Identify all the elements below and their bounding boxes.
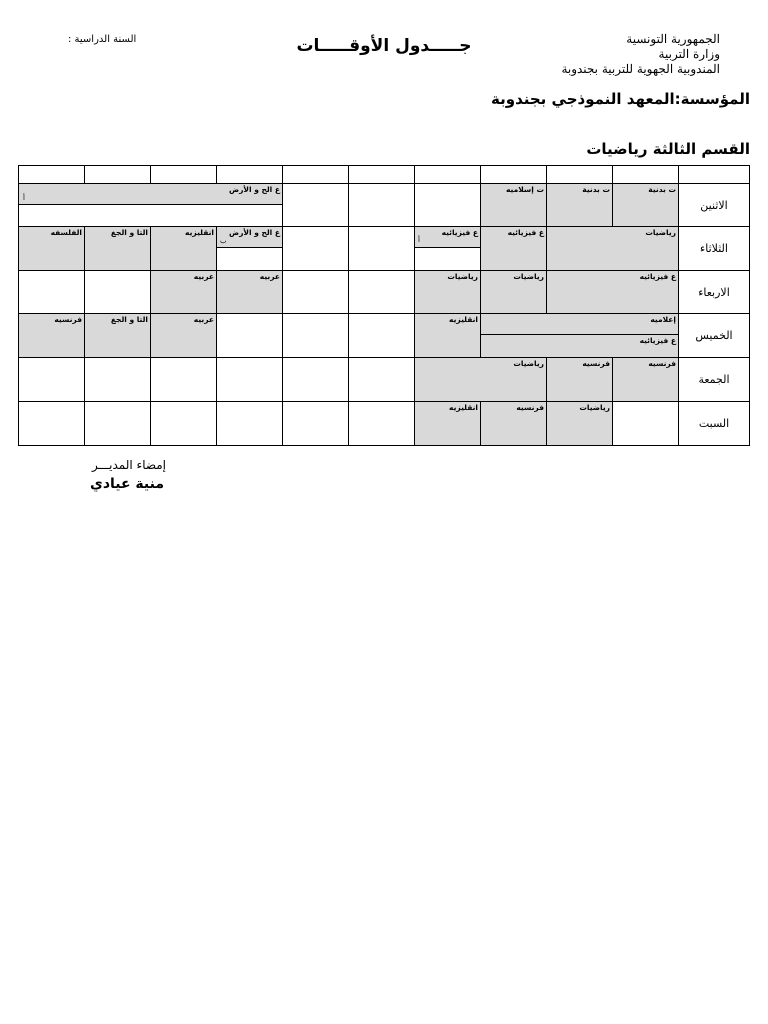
lesson-label: انقليزيه	[449, 315, 478, 324]
empty-cell	[18, 204, 283, 227]
lesson-cell	[150, 226, 217, 271]
lesson-label: الفلسفه	[50, 228, 82, 237]
lesson-label: انقليزيه	[185, 228, 214, 237]
empty-cell	[84, 270, 151, 314]
institution-name: المؤسسة:المعهد النموذجي بجندوبة	[491, 90, 750, 108]
lesson-label: رياضيات	[513, 359, 544, 368]
lesson-label: رياضيات	[513, 272, 544, 281]
lesson-cell	[612, 357, 679, 402]
header-cell	[216, 165, 283, 184]
lesson-cell	[546, 357, 613, 402]
lesson-cell	[546, 270, 679, 314]
day-cell	[678, 226, 750, 271]
lesson-cell	[84, 313, 151, 358]
day-cell	[678, 183, 750, 227]
lesson-cell	[18, 313, 85, 358]
lesson-label: ع فيزيائيه	[441, 228, 478, 237]
ministry-label: وزارة التربية	[658, 47, 720, 61]
empty-cell	[348, 183, 415, 227]
lesson-cell	[480, 401, 547, 446]
day-label: السبت	[698, 417, 730, 430]
lesson-label: ع فيزيائيه	[639, 336, 676, 345]
lesson-label: فرنسيه	[648, 359, 676, 368]
empty-cell	[348, 313, 415, 358]
lesson-cell	[150, 270, 217, 314]
empty-cell	[282, 313, 349, 358]
header-cell	[546, 165, 613, 184]
day-cell	[678, 401, 750, 446]
lesson-label: عربيه	[193, 315, 214, 324]
lesson-cell	[414, 357, 547, 402]
lesson-cell	[414, 226, 481, 248]
header-cell	[612, 165, 679, 184]
empty-cell	[216, 401, 283, 446]
empty-cell	[150, 357, 217, 402]
lesson-label: إعلاميه	[650, 315, 676, 324]
header-cell	[18, 165, 85, 184]
empty-cell	[282, 270, 349, 314]
lesson-label: رياضيات	[645, 228, 676, 237]
lesson-cell	[84, 226, 151, 271]
lesson-label: ت بدنية	[648, 185, 676, 194]
empty-cell	[612, 401, 679, 446]
day-cell	[678, 313, 750, 358]
page-title: جـــــدول الأوقـــــات	[296, 36, 472, 56]
lesson-cell	[18, 183, 283, 205]
lesson-label: رياضيات	[447, 272, 478, 281]
lesson-cell	[216, 226, 283, 248]
lesson-label: التا و الجغ	[110, 228, 148, 237]
lesson-label: ع الح و الأرض	[229, 185, 280, 194]
lesson-label: عربيه	[259, 272, 280, 281]
header-cell	[414, 165, 481, 184]
empty-cell	[18, 357, 85, 402]
lesson-cell	[216, 270, 283, 314]
empty-cell	[348, 357, 415, 402]
day-label: الثلاثاء	[700, 242, 728, 255]
empty-cell	[282, 357, 349, 402]
empty-cell	[216, 247, 283, 271]
directorate-label: المندوبية الجهوية للتربية بجندوبة	[561, 62, 720, 76]
signature-label: إمضاء المديـــر	[92, 458, 167, 472]
header-cell	[282, 165, 349, 184]
republic-label: الجمهورية التونسية	[626, 32, 720, 46]
lesson-label: انقليزيه	[449, 403, 478, 412]
lesson-label: ع الح و الأرض	[229, 228, 280, 237]
lesson-cell	[18, 226, 85, 271]
empty-cell	[348, 270, 415, 314]
lesson-cell	[480, 183, 547, 227]
group-mark: أ	[23, 194, 25, 202]
header-cell	[150, 165, 217, 184]
day-label: الاربعاء	[698, 286, 730, 299]
lesson-cell	[480, 270, 547, 314]
day-label: الجمعة	[698, 373, 730, 386]
lesson-cell	[480, 334, 679, 358]
empty-cell	[150, 401, 217, 446]
empty-cell	[282, 226, 349, 271]
lesson-cell	[150, 313, 217, 358]
lesson-label: رياضيات	[579, 403, 610, 412]
lesson-cell	[414, 313, 481, 358]
header-cell	[480, 165, 547, 184]
day-cell	[678, 357, 750, 402]
timetable	[18, 165, 750, 446]
group-mark: ب	[220, 237, 227, 245]
empty-cell	[348, 401, 415, 446]
lesson-cell	[480, 313, 679, 335]
empty-cell	[216, 313, 283, 358]
empty-cell	[18, 401, 85, 446]
lesson-label: التا و الجغ	[110, 315, 148, 324]
lesson-cell	[414, 270, 481, 314]
lesson-label: ت إسلاميه	[505, 185, 544, 194]
lesson-cell	[612, 183, 679, 227]
empty-cell	[348, 226, 415, 271]
lesson-label: عربيه	[193, 272, 214, 281]
class-name: القسم الثالثة رياضيات	[586, 140, 750, 158]
lesson-label: ع فيزيائيه	[639, 272, 676, 281]
empty-cell	[282, 183, 349, 227]
lesson-cell	[546, 183, 613, 227]
header-cell	[348, 165, 415, 184]
lesson-cell	[480, 226, 547, 271]
empty-cell	[414, 183, 481, 227]
empty-cell	[414, 247, 481, 271]
signature-name: منية عيادي	[90, 476, 165, 492]
empty-cell	[84, 401, 151, 446]
empty-cell	[18, 270, 85, 314]
day-label: الخميس	[695, 329, 733, 342]
empty-cell	[216, 357, 283, 402]
day-label: الاثنين	[700, 199, 728, 212]
lesson-cell	[546, 401, 613, 446]
lesson-label: فرنسيه	[582, 359, 610, 368]
lesson-cell	[546, 226, 679, 271]
lesson-label: ت بدنية	[582, 185, 610, 194]
empty-cell	[84, 357, 151, 402]
lesson-label: فرنسيه	[516, 403, 544, 412]
lesson-label: ع فيزيائيه	[507, 228, 544, 237]
header-cell	[84, 165, 151, 184]
empty-cell	[282, 401, 349, 446]
lesson-label: فرنسيه	[54, 315, 82, 324]
day-cell	[678, 270, 750, 314]
lesson-cell	[414, 401, 481, 446]
school-year-label: السنة الدراسية :	[68, 34, 137, 45]
header-cell	[678, 165, 750, 184]
group-mark: أ	[418, 236, 420, 244]
